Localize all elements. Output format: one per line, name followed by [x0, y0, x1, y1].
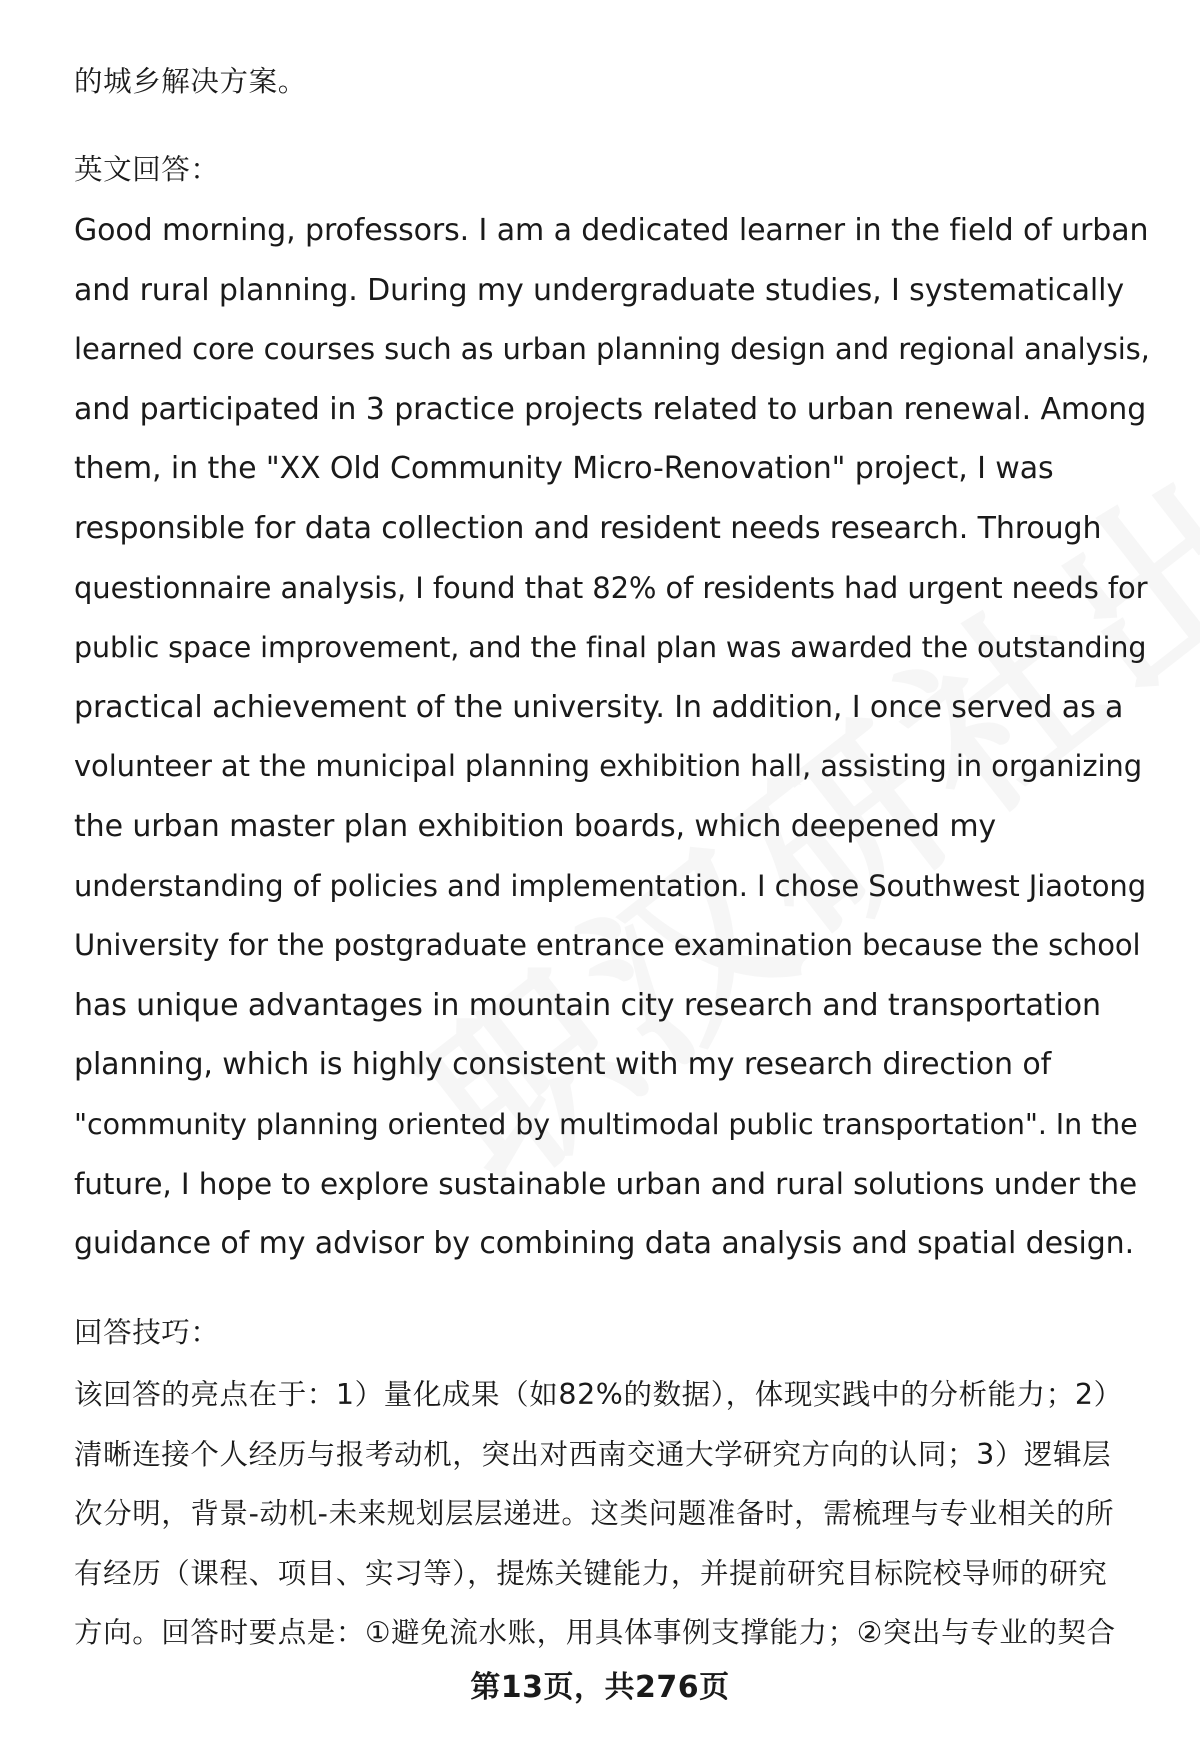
intro-tail-paragraph	[74, 52, 1154, 112]
text-line: University for the postgraduate entrance examination because the school	[74, 928, 1141, 963]
text-line: questionnaire analysis, I found that 82% of residents had urgent needs for	[74, 570, 1148, 605]
section-heading: 回答技巧：	[74, 1316, 220, 1349]
text-line: learned core courses such as urban planning design and regional analysis,	[74, 332, 1150, 367]
text-line: 方向。回答时要点是：①避免流水账，用具体事例支撑能力；②突出与专业的契合	[74, 1616, 1116, 1650]
text-line: responsible for data collection and resident needs research. Through	[74, 510, 1102, 546]
text-line: them, in the "XX Old Community Micro-Renovation" project, I was	[74, 451, 1054, 487]
text-line: 清晰连接个人经历与报考动机，突出对西南交通大学研究方向的认同；3）逻辑层	[74, 1437, 1112, 1471]
text-line: future, I hope to explore sustainable urban and rural solutions under the	[74, 1166, 1137, 1201]
text-line: 次分明，背景-动机-未来规划层层递进。这类问题准备时，需梳理与专业相关的所	[74, 1497, 1115, 1531]
text-line: volunteer at the municipal planning exhibition hall, assisting in organizing	[74, 749, 1143, 784]
text-line: guidance of my advisor by combining data analysis and spatial design.	[74, 1226, 1135, 1262]
text-line: planning, which is highly consistent with my research direction of	[74, 1047, 1052, 1083]
page-number-footer: 第13页，共276页	[470, 1670, 730, 1705]
english-answer-body	[74, 201, 1154, 1274]
text-line: 有经历（课程、项目、实习等），提炼关键能力，并提前研究目标院校导师的研究	[74, 1556, 1108, 1590]
text-line: and participated in 3 practice projects related to urban renewal. Among	[74, 391, 1147, 427]
text-line: Good morning, professors. I am a dedicated learner in the field of urban	[74, 213, 1149, 248]
english-answer-heading	[74, 140, 1154, 200]
text-line: practical achievement of the university. In addition, I once served as a	[74, 689, 1124, 725]
answer-tips-body	[74, 1365, 1154, 1663]
text-line: "community planning oriented by multimodal public transportation". In the	[74, 1107, 1138, 1141]
text-line: has unique advantages in mountain city research and transportation	[74, 987, 1101, 1023]
text-line: the urban master plan exhibition boards, which deepened my	[74, 808, 997, 844]
answer-tips-heading	[74, 1303, 1154, 1363]
text-line: understanding of policies and implementation. I chose Southwest Jiaotong	[74, 868, 1147, 903]
text-line: and rural planning. During my undergraduate studies, I systematically	[74, 272, 1125, 308]
text-line: public space improvement, and the final plan was awarded the outstanding	[74, 631, 1147, 665]
text-line: 该回答的亮点在于：1）量化成果（如82%的数据），体现实践中的分析能力；2）	[74, 1378, 1123, 1411]
text-line: 的城乡解决方案。	[74, 65, 307, 98]
section-heading: 英文回答：	[74, 153, 220, 186]
